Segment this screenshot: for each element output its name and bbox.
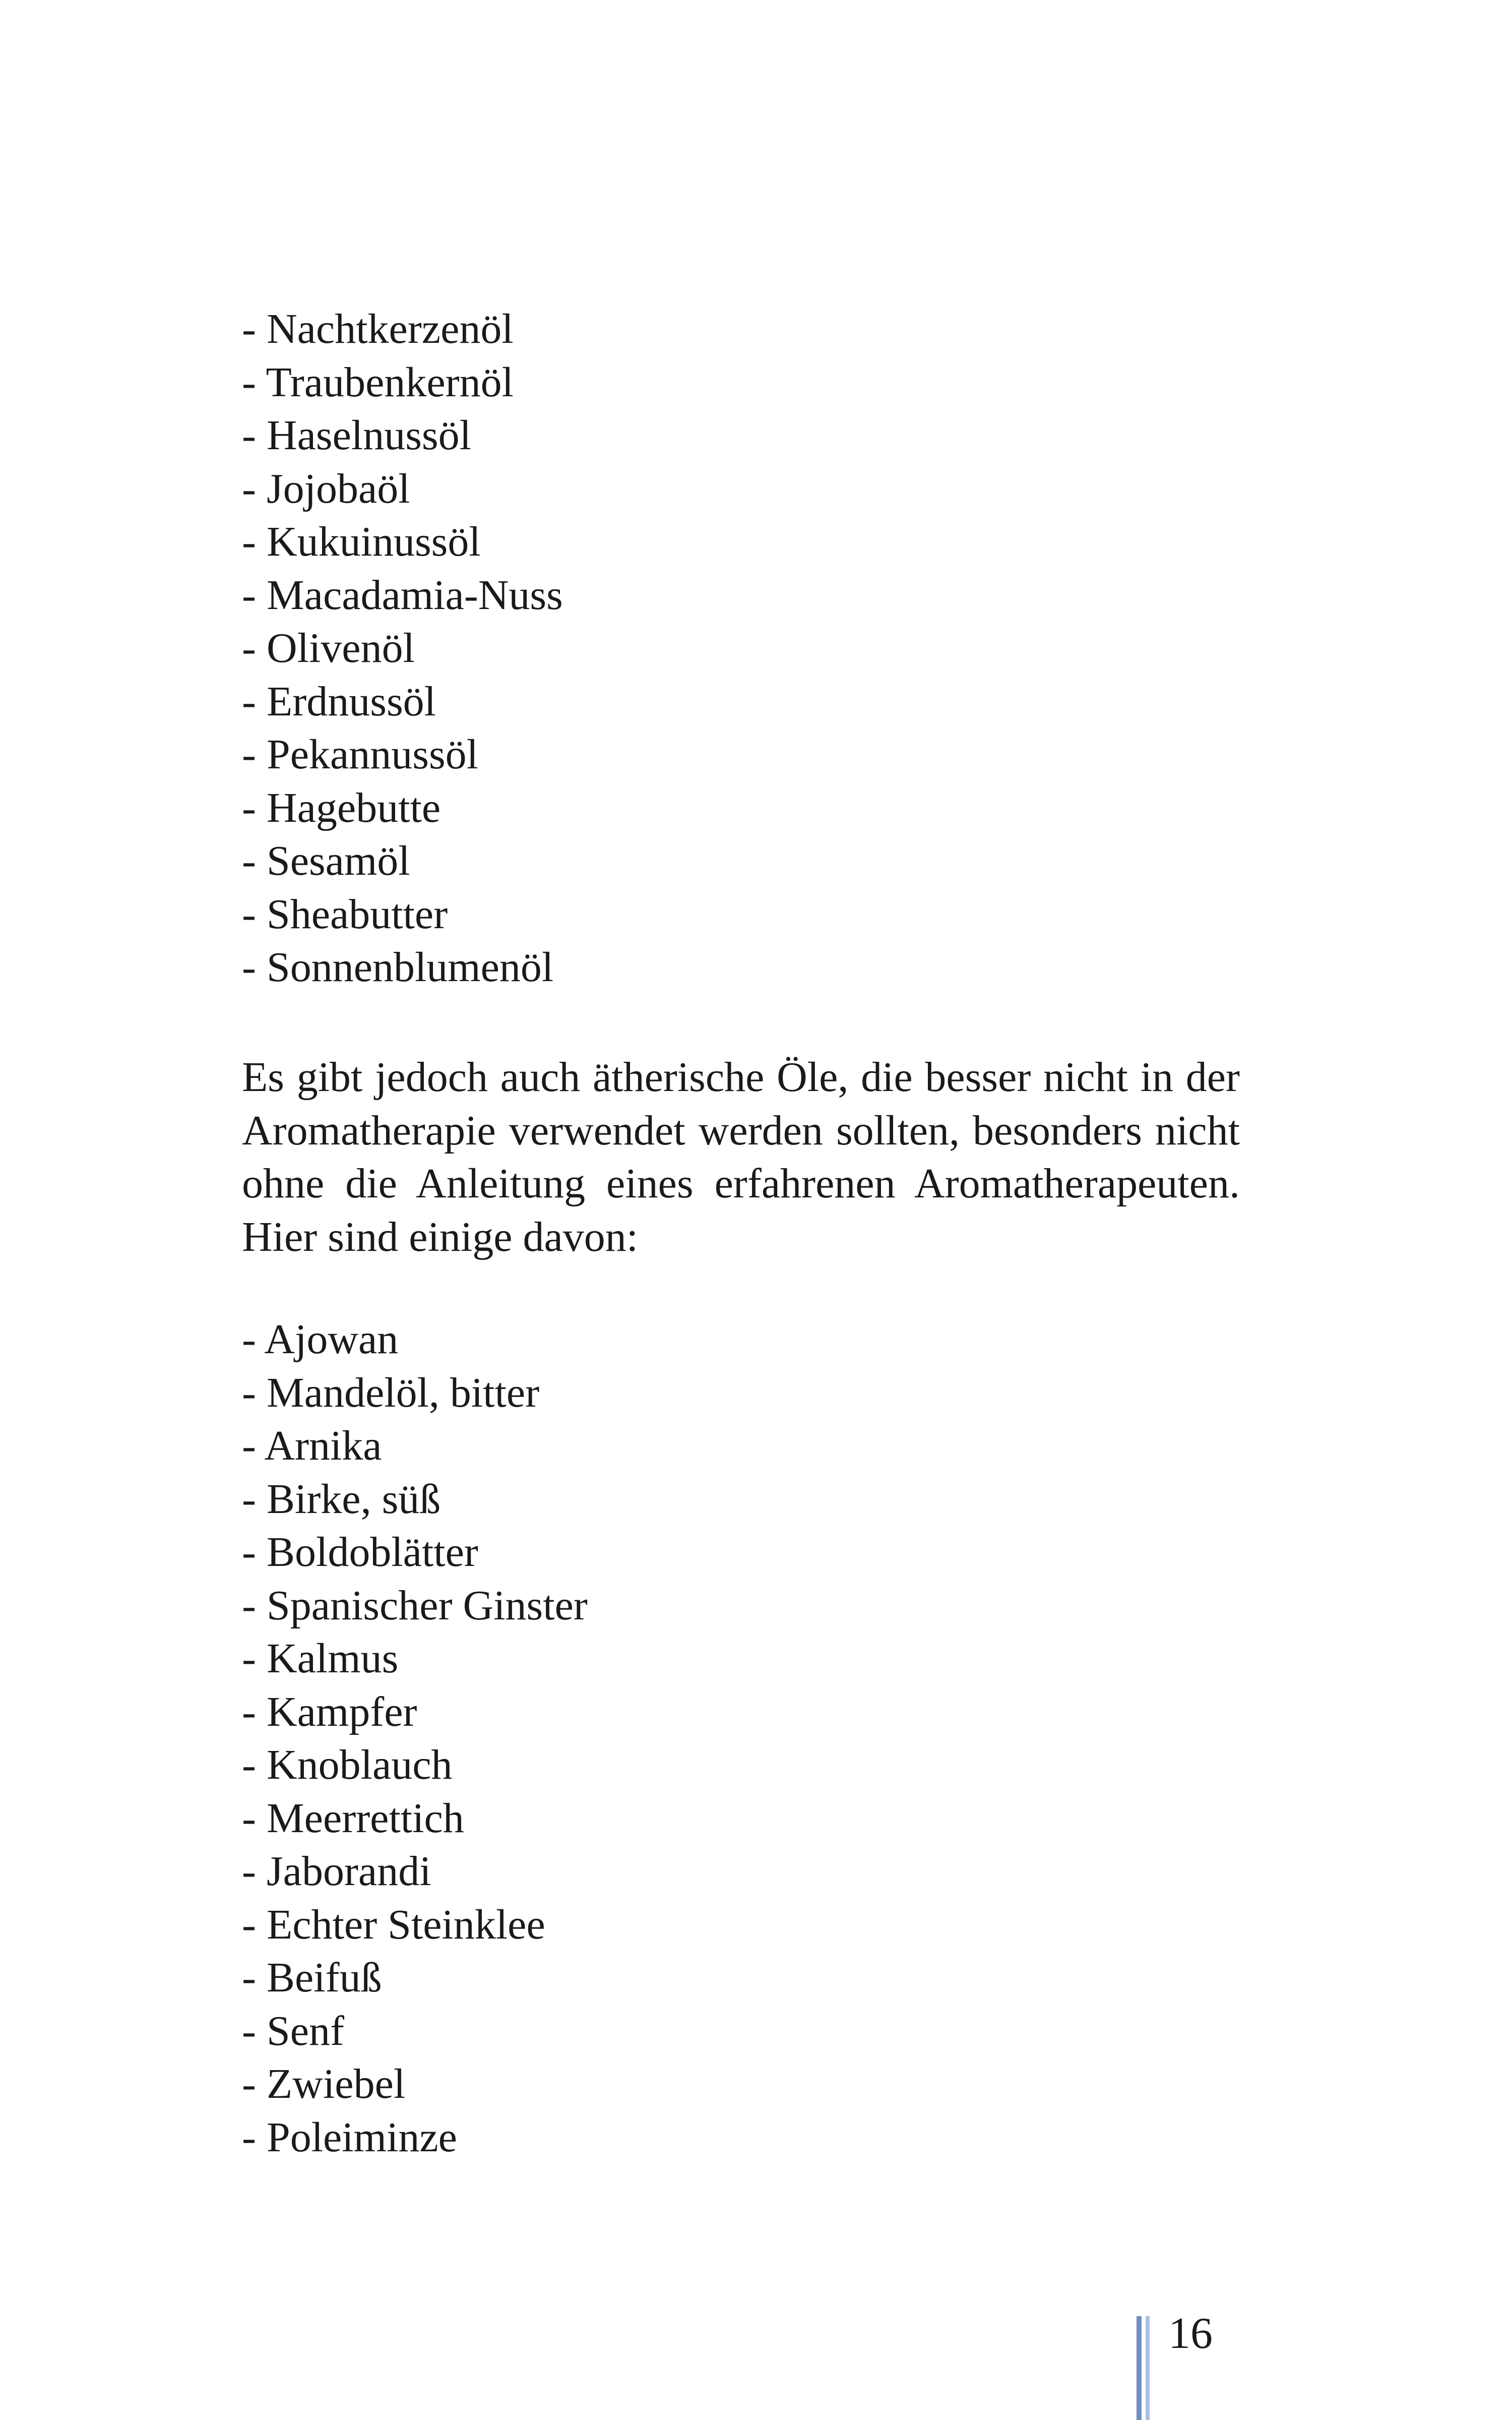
list-item: - Beifuß	[242, 1954, 382, 2001]
page-number-rule-light	[1146, 2316, 1150, 2420]
list-item: - Jaborandi	[242, 1848, 431, 1895]
list-item: - Senf	[242, 2007, 344, 2054]
list-item: - Nachtkerzenöl	[242, 306, 514, 352]
list-item: - Birke, süß	[242, 1475, 441, 1523]
oil-list-avoid	[242, 1313, 1240, 2164]
list-item: - Traubenkernöl	[242, 358, 514, 406]
list-item: - Macadamia-Nuss	[242, 571, 563, 619]
list-item: - Kukuinussöl	[242, 518, 481, 565]
list-item: - Sheabutter	[242, 890, 448, 938]
oil-list-suitable	[242, 302, 1240, 994]
list-item: - Sesamöl	[242, 837, 410, 884]
list-item: - Spanischer Ginster	[242, 1582, 588, 1629]
list-item: - Boldoblätter	[242, 1529, 478, 1576]
list-item: - Mandelöl, bitter	[242, 1369, 540, 1416]
list-item: - Echter Steinklee	[242, 1901, 545, 1948]
list-item: - Zwiebel	[242, 2061, 406, 2107]
list-item: - Arnika	[242, 1422, 382, 1469]
list-item: - Erdnussöl	[242, 678, 436, 725]
list-item: - Hagebutte	[242, 784, 441, 831]
list-item: - Sonnenblumenöl	[242, 944, 554, 991]
page-number: 16	[1168, 2309, 1213, 2358]
page-number-rule	[1137, 2316, 1142, 2420]
list-item: - Kampfer	[242, 1688, 417, 1735]
list-item: - Meerrettich	[242, 1794, 464, 1842]
list-item: - Ajowan	[242, 1316, 399, 1363]
list-item: - Haselnussöl	[242, 412, 471, 459]
list-item: - Pekannussöl	[242, 731, 478, 778]
list-item: - Poleiminze	[242, 2113, 457, 2161]
list-item: - Kalmus	[242, 1635, 399, 1682]
list-item: - Jojobaöl	[242, 465, 410, 512]
list-item: - Knoblauch	[242, 1741, 453, 1788]
list-item: - Olivenöl	[242, 625, 415, 672]
body-paragraph: Es gibt jedoch auch ätherische Öle, die besser nicht in der Aromatherapie verwendet werden sollten, besonders nicht ohne die Anleitung eines erfahrenen Aromatherapeuten. Hier sind einige davon:	[242, 1054, 1240, 1260]
